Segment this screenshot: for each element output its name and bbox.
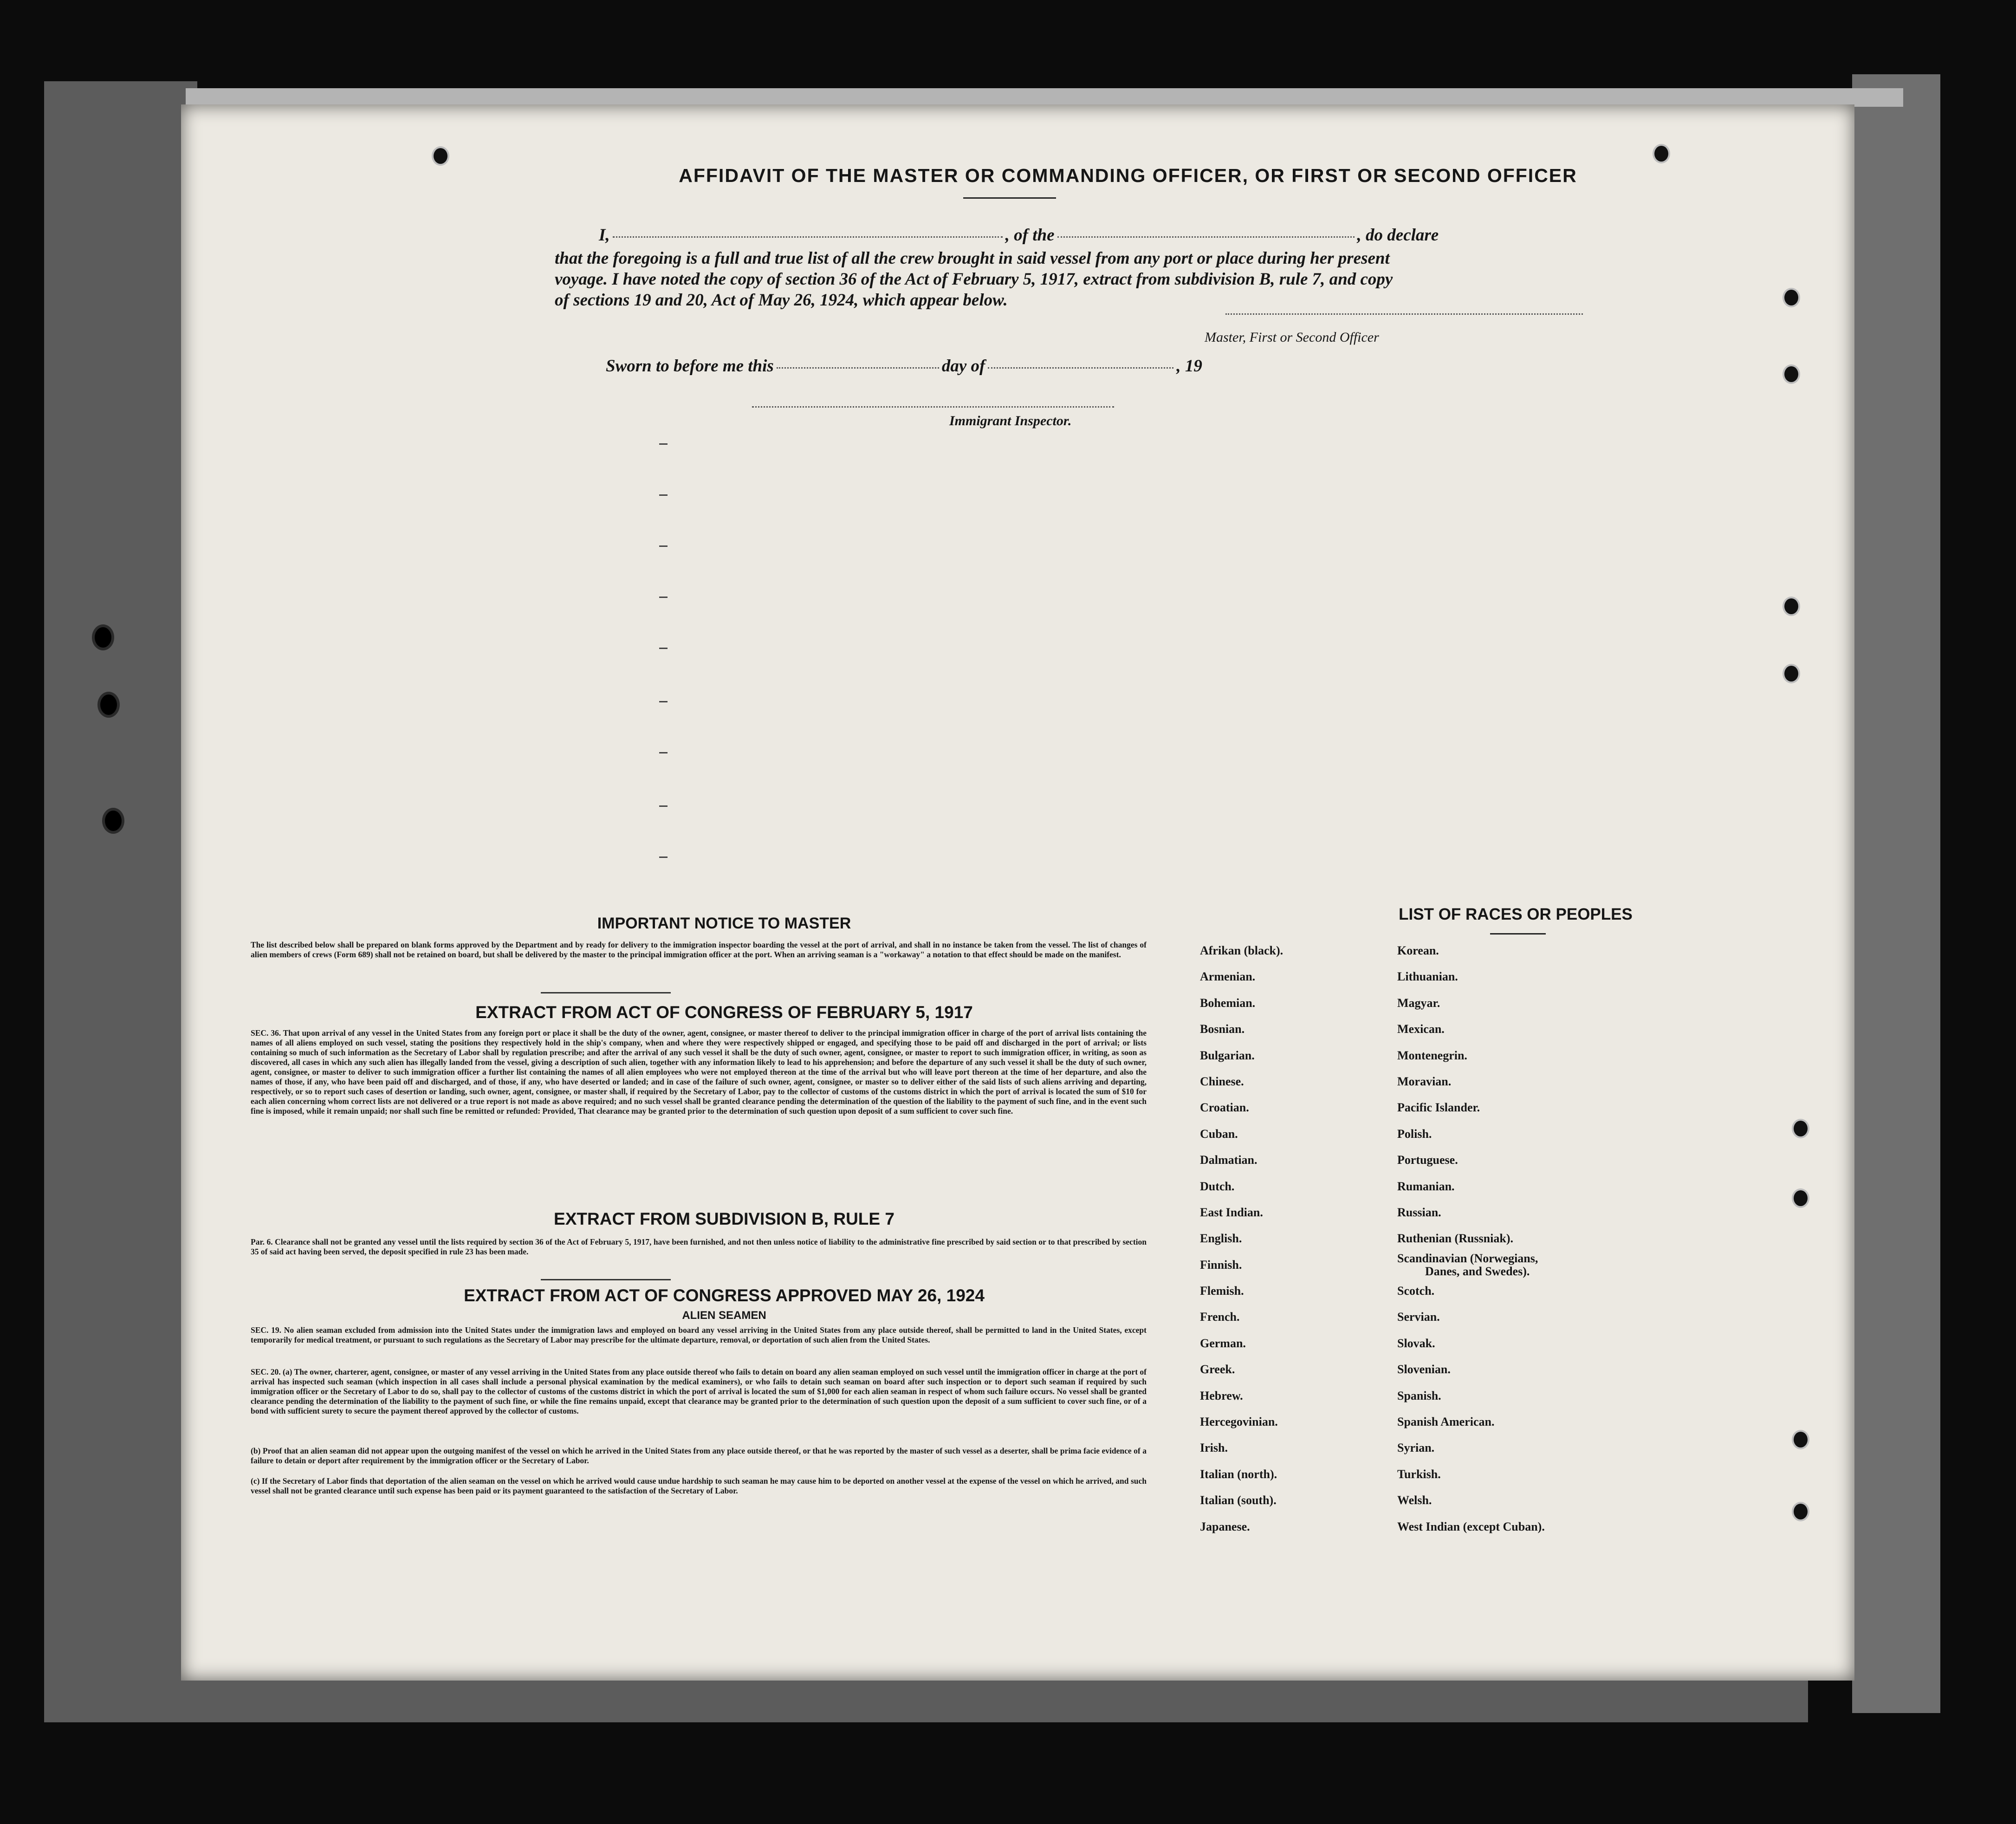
punch-hole — [1783, 288, 1800, 307]
bleed-through-mark — [659, 752, 668, 753]
race-item: Servian. — [1397, 1310, 1440, 1324]
notice-title: IMPORTANT NOTICE TO MASTER — [597, 915, 851, 932]
race-item — [1397, 1252, 1545, 1278]
race-item: Chinese. — [1200, 1074, 1244, 1088]
race-item: Bosnian. — [1200, 1022, 1245, 1036]
race-item: Portuguese. — [1397, 1153, 1458, 1167]
extract-1924-sec20b: (b) Proof that an alien seaman did not appear upon the outgoing manifest of the vessel on which he arrived in the United States from any place outside thereof, or that he was reported by the master of such vessel as a deserter, shall be prima facie evidence of a failure to detain or deport after requirement by the immigration officer or the Secretary of Labor. — [251, 1446, 1147, 1465]
extract-1924-sec19: SEC. 19. No alien seaman excluded from admission into the United States under the immigration laws and employed on board any vessel arriving in the United States from any place outside thereof, shall be permitted to land in the United States, except temporarily for medical treatment, or pursuant to such regulations as the Secretary of Labor may prescribe for the ultimate departure, removal, or deportation of such alien from the United States. — [251, 1325, 1147, 1344]
races-title: LIST OF RACES OR PEOPLES — [1399, 905, 1633, 923]
inspector-label: Immigrant Inspector. — [949, 413, 1072, 428]
race-item: Italian (north). — [1200, 1467, 1277, 1481]
extract-rule7-title: EXTRACT FROM SUBDIVISION B, RULE 7 — [554, 1209, 895, 1228]
affidavit-line-3: voyage. I have noted the copy of section 36 of the Act of February 5, 1917, extract from subdivision B, rule 7, and copy — [555, 270, 1393, 289]
bleed-through-mark — [659, 805, 668, 807]
race-item: Dalmatian. — [1200, 1153, 1258, 1167]
sworn-label: Sworn to before me this — [606, 357, 774, 376]
punch-hole — [1783, 364, 1800, 384]
race-item: Hercegovinian. — [1200, 1415, 1278, 1429]
extract-1924-subtitle: ALIEN SEAMEN — [682, 1309, 766, 1322]
race-item: Ruthenian (Russniak). — [1397, 1232, 1513, 1246]
section-divider — [541, 992, 671, 993]
bleed-through-mark — [659, 597, 668, 598]
race-item: Scotch. — [1397, 1284, 1435, 1298]
extract-1917-body: SEC. 36. That upon arrival of any vessel in the United States from any foreign port or place it shall be the duty of the owner, agent, consignee, or master thereof to deliver to the principal immigration officer in charge of the port of arrival lists containing the names of all aliens employed on such vessel, stating the positions they respectively hold in the ship's company, when and where they were respectively shipped or engaged, and specifying those to be paid off and discharged in the port of arrival; or lists containing so much of such information as the Secretary of Labor shall by regulation prescribe; and after the arrival of any such vessel it shall be the duty of such owner, agent, consignee, or master to report to such immigration officer, in writing, as soon as discovered, all cases in which any such alien has illegally landed from the vessel, giving a description of such alien, together with any information likely to lead to his apprehension; and before the departure of any such vessel it shall be the duty of such owner, agent, consignee, or master to deliver to such immigration officer a further list containing the names of all alien employees who were not employed thereon at the time of the arrival but who will leave port thereon at the time of her departure, and also the names of those, if any, who have been paid off and discharged, and of those, if any, who have deserted or landed; and in case of the failure of such owner, agent, consignee, or master so to deliver either of the said lists of such aliens arriving and departing, respectively, or so to report such cases of desertion or landing, such owner, agent, consignee, or master shall, if required by the Secretary of Labor, pay to the collector of customs of the customs district in which the port of arrival is located the sum of $10 for each alien concerning whom correct lists are not delivered or a true report is not made as above required; and no such vessel shall be granted clearance pending the determination of the question of the liability to the payment of such fine, and in the event such fine is imposed, while it remain unpaid; nor shall such fine be remitted or refunded: Provided, That clearance may be granted prior to the determination of such question upon deposit of a sum sufficient to cover such fine. — [251, 1028, 1147, 1116]
affidavit-i: I, — [599, 226, 610, 245]
affidavit-line-1 — [599, 225, 1439, 245]
race-item: West Indian (except Cuban). — [1397, 1519, 1545, 1533]
race-item: Rumanian. — [1397, 1179, 1455, 1193]
races-title-underline — [1490, 933, 1546, 935]
punch-hole — [1783, 597, 1800, 616]
form-page — [181, 104, 1854, 1681]
race-item: Hebrew. — [1200, 1389, 1243, 1402]
race-item: Dutch. — [1200, 1179, 1235, 1193]
master-signature-label: Master, First or Second Officer — [1205, 330, 1379, 345]
race-item: Armenian. — [1200, 970, 1256, 984]
race-item: Japanese. — [1200, 1519, 1250, 1533]
race-item: German. — [1200, 1336, 1246, 1350]
underlying-sheet-top — [186, 88, 1903, 107]
extract-1917-title: EXTRACT FROM ACT OF CONGRESS OF FEBRUARY 5, 1917 — [475, 1003, 973, 1022]
extract-rule7-body: Par. 6. Clearance shall not be granted any vessel until the lists required by section 36 of the Act of February 5, 1917, have been furnished, and not then unless notice of liability to the administrative fine prescribed by said section or to that prescribed by section 35 of said act having been served, the deposit specified in rule 23 has been made. — [251, 1237, 1147, 1256]
vessel-blank[interactable] — [1057, 236, 1355, 238]
race-item: East Indian. — [1200, 1205, 1263, 1219]
name-blank[interactable] — [613, 236, 1003, 238]
race-item: Syrian. — [1397, 1441, 1435, 1455]
race-item: Slovak. — [1397, 1336, 1435, 1350]
bleed-through-mark — [659, 648, 668, 649]
bleed-through-mark — [659, 857, 668, 858]
race-item: Flemish. — [1200, 1284, 1244, 1298]
race-item: French. — [1200, 1310, 1240, 1324]
punch-hole — [1653, 144, 1670, 163]
race-item: Pacific Islander. — [1397, 1101, 1480, 1115]
race-item: Korean. — [1397, 944, 1439, 957]
race-item: Slovenian. — [1397, 1363, 1451, 1376]
race-item-line: Scandinavian (Norwegians, — [1397, 1251, 1538, 1265]
sworn-line — [606, 356, 1202, 376]
day-of-label: day of — [941, 357, 985, 376]
underlying-sheet-right — [1852, 74, 1940, 1713]
punch-hole — [432, 146, 449, 166]
affidavit-declare: , do declare — [1357, 226, 1439, 245]
race-item: Welsh. — [1397, 1493, 1432, 1507]
races-left-column — [1200, 938, 1283, 1540]
section-divider — [541, 1279, 671, 1280]
race-item: Polish. — [1397, 1127, 1432, 1141]
race-item: Italian (south). — [1200, 1493, 1277, 1507]
affidavit-of-the: , of the — [1005, 226, 1055, 245]
race-item: Croatian. — [1200, 1101, 1249, 1115]
race-item: Bohemian. — [1200, 996, 1256, 1010]
race-item: Afrikan (black). — [1200, 944, 1283, 957]
races-right-column — [1397, 938, 1545, 1540]
binder-hole — [97, 692, 120, 718]
race-item-line: Danes, and Swedes). — [1425, 1264, 1530, 1278]
bleed-through-mark — [659, 494, 668, 496]
bleed-through-mark — [659, 545, 668, 547]
race-item: Russian. — [1397, 1205, 1441, 1219]
race-item: Montenegrin. — [1397, 1048, 1467, 1062]
race-item: Greek. — [1200, 1363, 1235, 1376]
bleed-through-mark — [659, 443, 668, 445]
affidavit-title: AFFIDAVIT OF THE MASTER OR COMMANDING OFFICER, OR FIRST OR SECOND OFFICER — [679, 165, 1577, 186]
binder-hole — [102, 808, 124, 834]
binder-hole — [92, 624, 114, 650]
sworn-day-blank[interactable] — [777, 367, 939, 369]
affidavit-line-4: of sections 19 and 20, Act of May 26, 1924, which appear below. — [555, 291, 1008, 310]
race-item: Irish. — [1200, 1441, 1228, 1455]
extract-1924-sec20c: (c) If the Secretary of Labor finds that deportation of the alien seaman on the vessel on which he arrived would cause undue hardship to such seaman he may cause him to be deported on another vessel at the expense of the vessel on which he arrived, and such vessel shall not be granted clearance until such expense has been paid or its payment guaranteed to the satisfaction of the Secretary of Labor. — [251, 1476, 1147, 1495]
punch-hole — [1783, 664, 1800, 683]
affidavit-line-2: that the foregoing is a full and true list of all the crew brought in said vessel from any port or place during her present — [555, 249, 1390, 268]
extract-1924-title: EXTRACT FROM ACT OF CONGRESS APPROVED MAY 26, 1924 — [464, 1286, 985, 1305]
race-item: Moravian. — [1397, 1074, 1452, 1088]
punch-hole — [1792, 1502, 1809, 1521]
notice-body: The list described below shall be prepared on blank forms approved by the Department and by ready for delivery to the immigration inspector boarding the vessel at the port of arrival, and shall in no instance be taken from the vessel. The list of changes of alien members of crews (Form 689) shall not be retained on board, but shall be delivered by the master to the principal immigration officer at the port. When an arriving seaman is a "workaway" a notation to that effect should be made on the manifest. — [251, 940, 1147, 959]
race-item: Cuban. — [1200, 1127, 1238, 1141]
extract-1924-sec20a: SEC. 20. (a) The owner, charterer, agent, consignee, or master of any vessel arriving in the United States from any place outside thereof who fails to detain on board any alien seaman employed on such vessel until the immigration officer in charge at the port of arrival has inspected such seaman (which inspection in all cases shall include a personal physical examination by the medical examiners), or who fails to detain such seaman on board after such inspection or to deport such seaman if required by such immigration officer or the Secretary of Labor to do so, shall pay to the collector of customs of the customs district in which the port of arrival is located the sum of $1,000 for each alien seaman in respect of whom such failure occurs. No vessel shall be granted clearance pending the determination of the liability to the payment of such fine, or while the fine remains unpaid, except that clearance may be granted prior to the determination of such question upon the deposit of a sum sufficient to cover such fine, or of a bond with sufficient surety to secure the payment thereof approved by the collector of customs. — [251, 1367, 1147, 1415]
race-item: Spanish. — [1397, 1389, 1441, 1402]
master-signature-line[interactable] — [1225, 313, 1583, 315]
title-underline — [963, 197, 1056, 199]
punch-hole — [1792, 1119, 1809, 1138]
punch-hole — [1792, 1430, 1809, 1449]
bleed-through-mark — [659, 701, 668, 702]
race-item: Finnish. — [1200, 1258, 1242, 1272]
race-item: Magyar. — [1397, 996, 1440, 1010]
race-item: Lithuanian. — [1397, 970, 1458, 984]
race-item: Mexican. — [1397, 1022, 1445, 1036]
inspector-signature-line[interactable] — [752, 406, 1114, 408]
punch-hole — [1792, 1188, 1809, 1208]
race-item: Spanish American. — [1397, 1415, 1495, 1429]
year-label: , 19 — [1176, 357, 1202, 376]
sworn-month-blank[interactable] — [988, 367, 1173, 369]
race-item: English. — [1200, 1232, 1242, 1246]
underlying-sheet-left — [44, 81, 197, 1720]
race-item: Bulgarian. — [1200, 1048, 1255, 1062]
race-item: Turkish. — [1397, 1467, 1441, 1481]
